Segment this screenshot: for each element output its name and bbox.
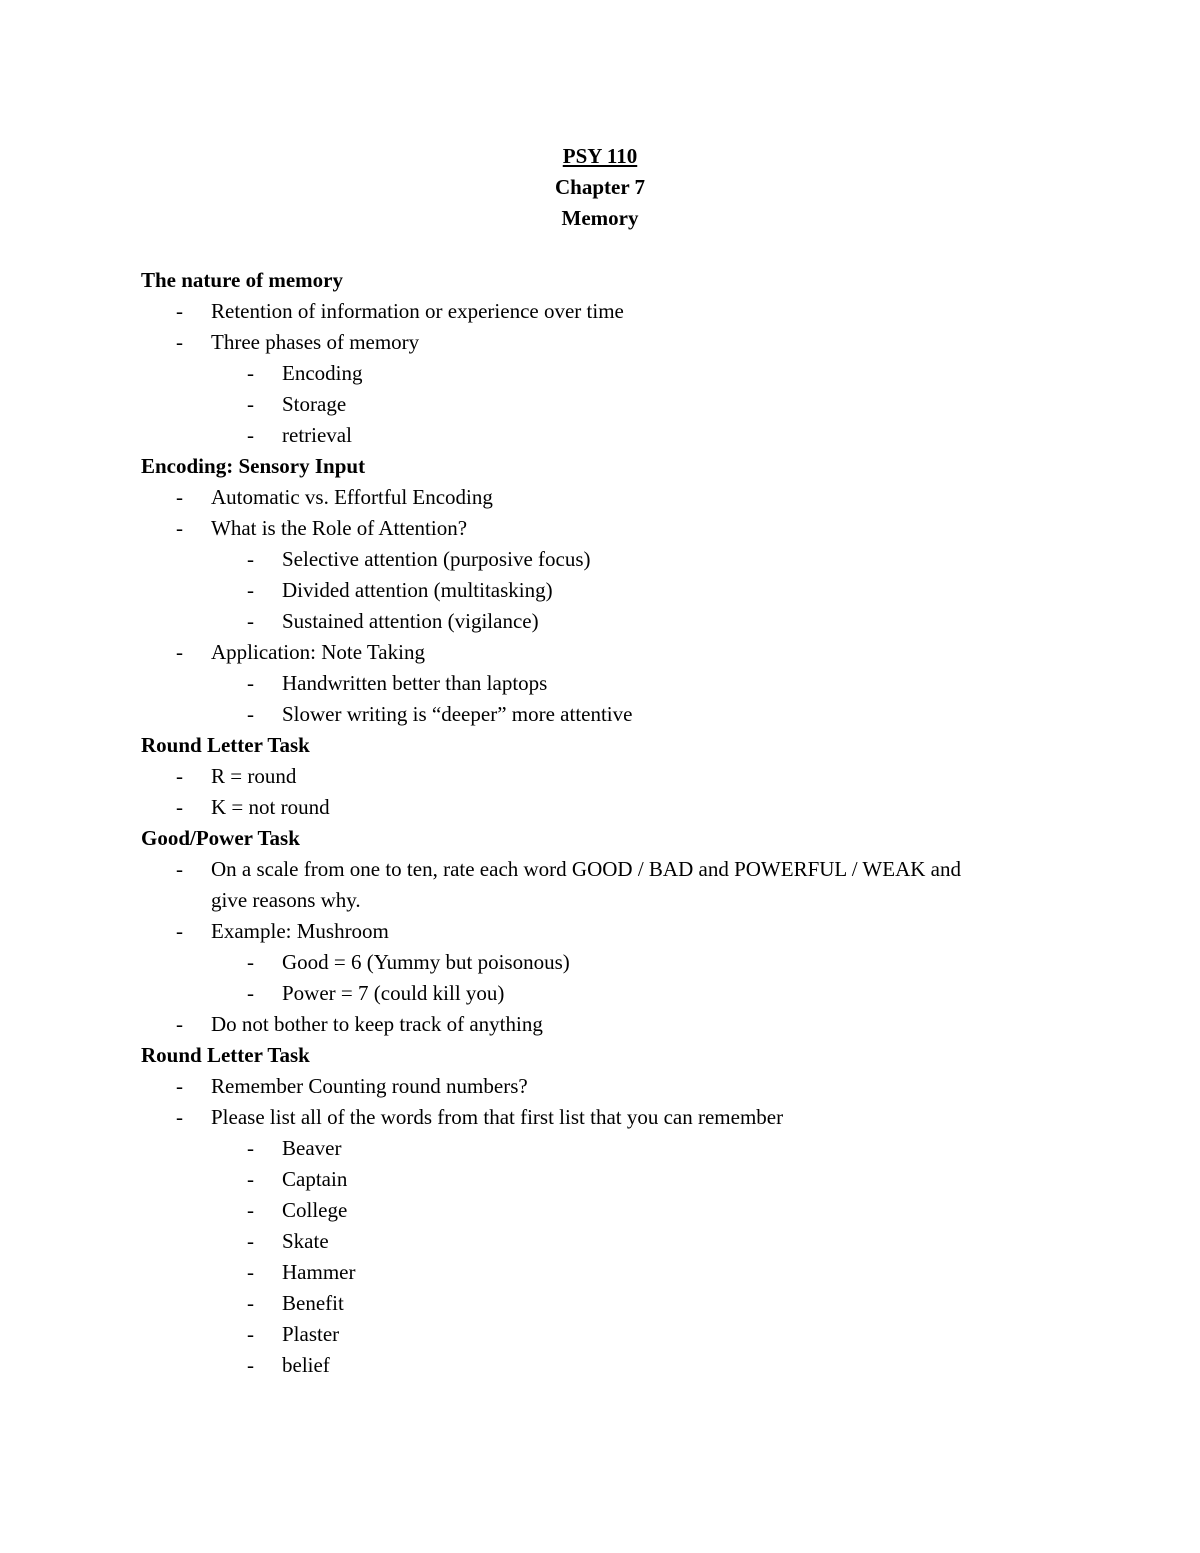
topic-title: Memory (561, 206, 639, 230)
sub-bullet-item (0, 606, 1200, 637)
section-heading: Good/Power Task (141, 826, 300, 850)
bullet-dash: - (247, 578, 254, 602)
bullet-dash: - (176, 857, 183, 881)
bullet-text: Divided attention (multitasking) (282, 578, 553, 602)
bullet-item (0, 513, 1200, 544)
chapter-title: Chapter 7 (554, 175, 646, 199)
bullet-text: Remember Counting round numbers? (211, 1074, 528, 1098)
sub-bullet-item (0, 1288, 1200, 1319)
bullet-dash: - (176, 764, 183, 788)
bullet-text: Skate (282, 1229, 329, 1253)
bullet-item (0, 482, 1200, 513)
bullet-dash: - (176, 330, 183, 354)
sub-bullet-item (0, 699, 1200, 730)
bullet-item (0, 916, 1200, 947)
bullet-text: Benefit (282, 1291, 344, 1315)
bullet-text: belief (282, 1353, 330, 1377)
bullet-text: Plaster (282, 1322, 340, 1346)
bullet-dash: - (247, 1260, 254, 1284)
bullet-dash: - (176, 299, 183, 323)
bullet-text: Good = 6 (Yummy but poisonous) (282, 950, 570, 974)
bullet-item (0, 327, 1200, 358)
bullet-dash: - (176, 640, 183, 664)
bullet-item (0, 854, 1200, 885)
bullet-dash: - (247, 1229, 254, 1253)
bullet-text: Sustained attention (vigilance) (282, 609, 539, 633)
bullet-text: retrieval (282, 423, 352, 447)
bullet-dash: - (247, 981, 254, 1005)
bullet-item (0, 885, 1200, 916)
sub-bullet-item (0, 1164, 1200, 1195)
section-heading: Encoding: Sensory Input (141, 454, 366, 478)
bullet-text: R = round (211, 764, 297, 788)
bullet-text: Automatic vs. Effortful Encoding (211, 485, 493, 509)
bullet-text: Example: Mushroom (211, 919, 389, 943)
bullet-text: Retention of information or experience over time (211, 299, 624, 323)
bullet-dash: - (247, 1291, 254, 1315)
bullet-item (0, 792, 1200, 823)
bullet-dash: - (176, 919, 183, 943)
bullet-text: Captain (282, 1167, 348, 1191)
section-heading: The nature of memory (141, 268, 343, 292)
bullet-text: College (282, 1198, 348, 1222)
sub-bullet-item (0, 1133, 1200, 1164)
bullet-text: Beaver (282, 1136, 342, 1160)
bullet-dash: - (247, 361, 254, 385)
section-heading: Round Letter Task (141, 1043, 310, 1067)
bullet-text: Application: Note Taking (211, 640, 425, 664)
bullet-dash: - (247, 1198, 254, 1222)
sub-bullet-item (0, 420, 1200, 451)
sub-bullet-item (0, 978, 1200, 1009)
bullet-dash: - (176, 795, 183, 819)
bullet-item (0, 637, 1200, 668)
sub-bullet-item (0, 575, 1200, 606)
bullet-item (0, 1009, 1200, 1040)
bullet-dash: - (247, 1353, 254, 1377)
bullet-text: Handwritten better than laptops (282, 671, 548, 695)
bullet-dash: - (176, 1074, 183, 1098)
course-title: PSY 110 (562, 144, 638, 168)
sub-bullet-item (0, 1226, 1200, 1257)
bullet-dash: - (176, 516, 183, 540)
section-heading: Round Letter Task (141, 733, 310, 757)
bullet-dash: - (176, 1012, 183, 1036)
bullet-text: Slower writing is “deeper” more attentive (282, 702, 633, 726)
bullet-item (0, 296, 1200, 327)
bullet-text: Storage (282, 392, 347, 416)
sub-bullet-item (0, 947, 1200, 978)
sub-bullet-item (0, 1195, 1200, 1226)
bullet-text: Three phases of memory (211, 330, 420, 354)
bullet-text: Power = 7 (could kill you) (282, 981, 505, 1005)
bullet-text: Do not bother to keep track of anything (211, 1012, 543, 1036)
bullet-dash: - (247, 547, 254, 571)
bullet-dash: - (176, 1105, 183, 1129)
bullet-item (0, 1071, 1200, 1102)
bullet-text: Encoding (282, 361, 363, 385)
bullet-dash: - (176, 485, 183, 509)
bullet-text: Please list all of the words from that first list that you can remember (211, 1105, 784, 1129)
bullet-dash: - (247, 702, 254, 726)
bullet-item (0, 761, 1200, 792)
sub-bullet-item (0, 544, 1200, 575)
sub-bullet-item (0, 668, 1200, 699)
bullet-continuation-text: give reasons why. (211, 888, 361, 912)
sub-bullet-item (0, 1350, 1200, 1381)
bullet-dash: - (247, 609, 254, 633)
bullet-item (0, 1102, 1200, 1133)
bullet-dash: - (247, 423, 254, 447)
bullet-dash: - (247, 392, 254, 416)
bullet-text: On a scale from one to ten, rate each word GOOD / BAD and POWERFUL / WEAK and (211, 857, 961, 881)
bullet-dash: - (247, 1322, 254, 1346)
bullet-dash: - (247, 1167, 254, 1191)
bullet-dash: - (247, 671, 254, 695)
sub-bullet-item (0, 389, 1200, 420)
sub-bullet-item (0, 1319, 1200, 1350)
bullet-dash: - (247, 1136, 254, 1160)
bullet-text: K = not round (211, 795, 330, 819)
sub-bullet-item (0, 1257, 1200, 1288)
bullet-text: Hammer (282, 1260, 356, 1284)
bullet-dash: - (247, 950, 254, 974)
bullet-text: What is the Role of Attention? (211, 516, 468, 540)
sub-bullet-item (0, 358, 1200, 389)
bullet-text: Selective attention (purposive focus) (282, 547, 591, 571)
